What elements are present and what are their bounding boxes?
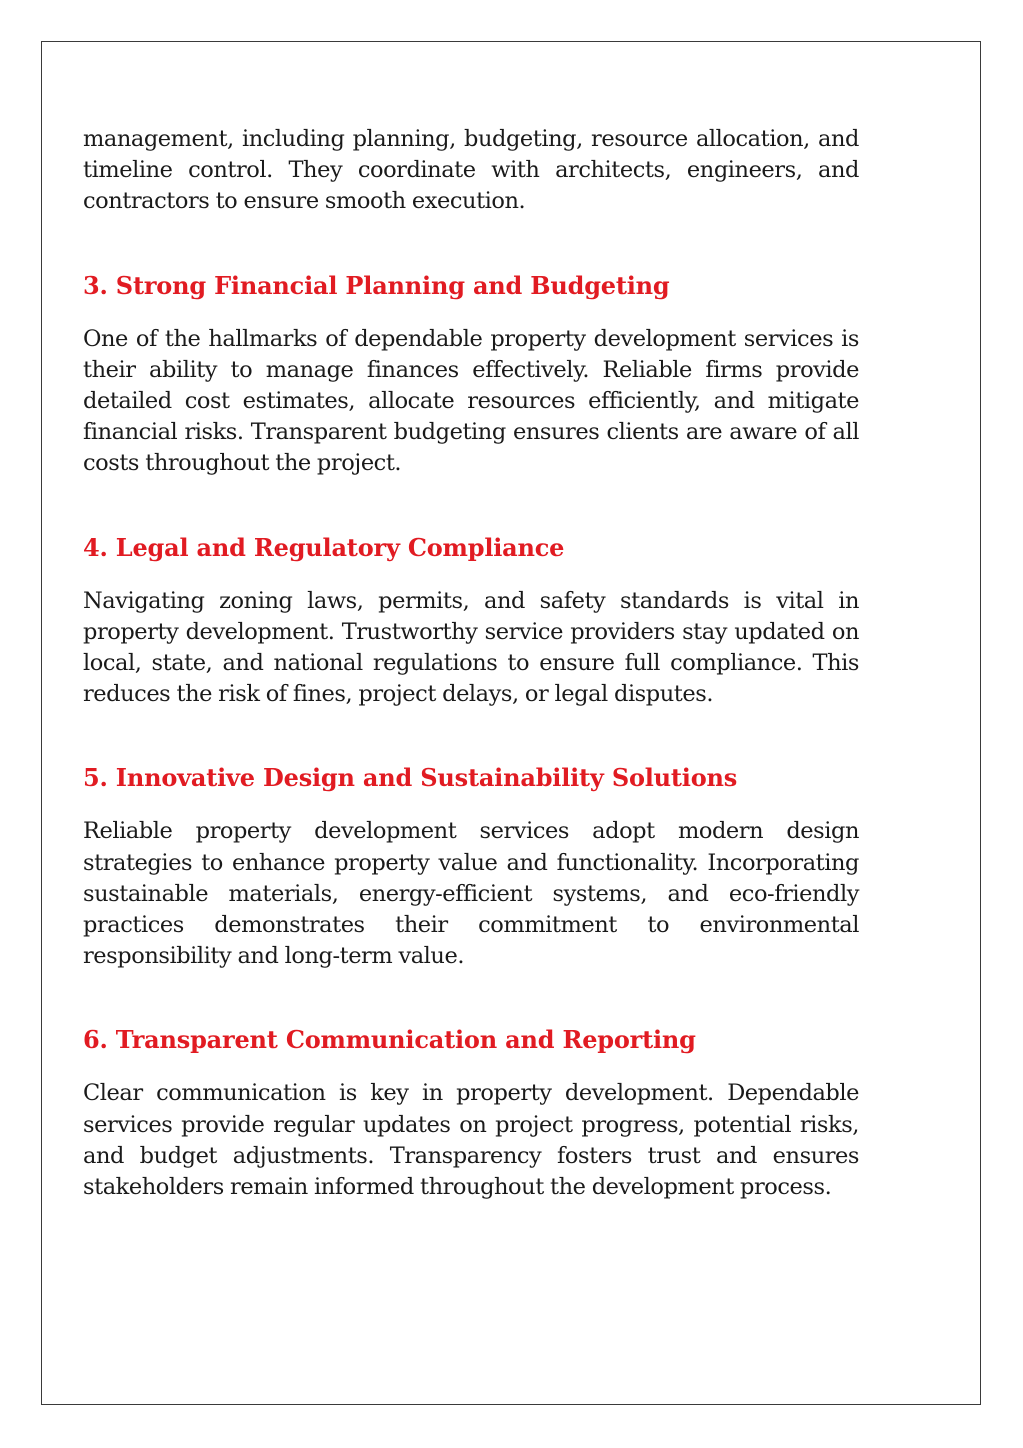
- document-content: [83, 124, 859, 1255]
- section-body-financial-planning: One of the hallmarks of dependable property development services is their ability to manage finances effectively. Reliable firms provide detailed cost estimates, allocate resources efficiently, and mitigate financial risks. Transparent budgeting ensures clients are aware of all costs throughout the project.: [83, 325, 859, 477]
- section-body-legal-compliance: Navigating zoning laws, permits, and safety standards is vital in property development. Trustworthy service providers stay updated on local, state, and national regulations to ensure full compliance. This reduces the risk of fines, project delays, or legal disputes.: [83, 587, 859, 708]
- section-heading-innovative-design: 5. Innovative Design and Sustainability Solutions: [83, 763, 738, 793]
- section-body-communication: Clear communication is key in property development. Dependable services provide regular updates on project progress, potential risks, and budget adjustments. Transparency fosters trust and ensures stakeholders remain informed throughout the development process.: [83, 1080, 859, 1201]
- section-heading-communication: 6. Transparent Communication and Reporting: [83, 1025, 696, 1055]
- section-heading-financial-planning: 3. Strong Financial Planning and Budgeting: [83, 270, 670, 300]
- intro-paragraph: management, including planning, budgeting, resource allocation, and timeline control. They coordinate with architects, engineers, and contractors to ensure smooth execution.: [83, 126, 859, 215]
- section-body-innovative-design: Reliable property development services adopt modern design strategies to enhance property value and functionality. Incorporating sustainable materials, energy-efficient systems, and eco-friendly practices demonstrates their commitment to environmental responsibility and long-term value.: [83, 818, 859, 970]
- section-heading-legal-compliance: 4. Legal and Regulatory Compliance: [83, 532, 565, 562]
